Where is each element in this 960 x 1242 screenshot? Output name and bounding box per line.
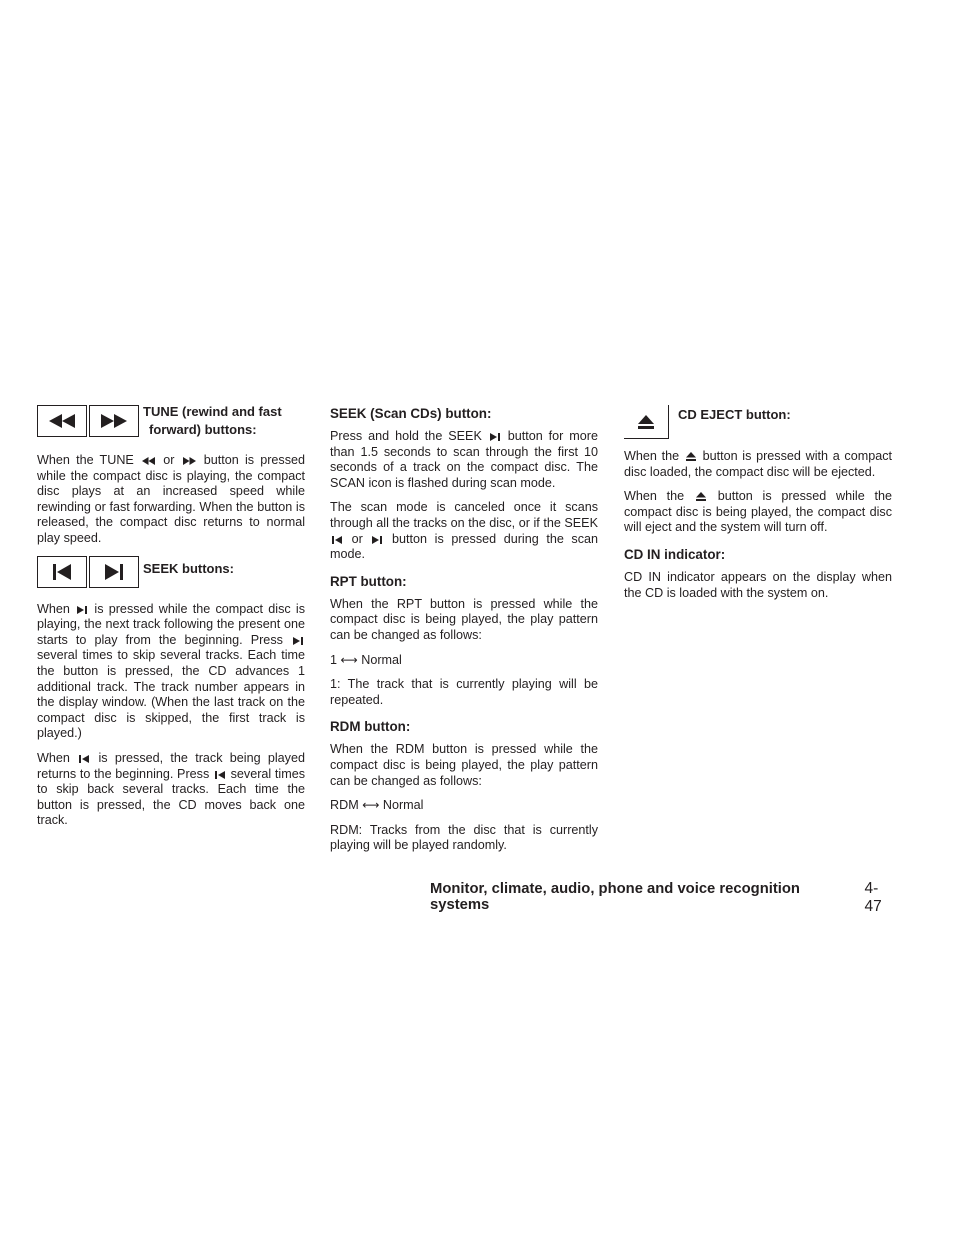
- eject-icon: [686, 452, 696, 461]
- rdm-cycle-arrow: ⟷: [362, 798, 380, 813]
- page-number: 4-47: [864, 880, 882, 915]
- fast-forward-icon: [183, 457, 196, 465]
- skip-back-button-graphic: [37, 556, 87, 588]
- rpt-paragraph-1: When the RPT button is pressed while the compact disc is being played, the play pattern can be changed as follows:: [330, 596, 598, 642]
- seek-heading-block: [37, 556, 305, 588]
- seek-p2-b: is pressed, the track being played returns to the beginning. Press: [37, 750, 305, 781]
- seek-p1-c: several times to skip several tracks. Each time the button is pressed, the CD advances 1 additional track. The track number appears in the display window. (When the last track on the compact disc is skipped, the first track is played.): [37, 648, 305, 741]
- tune-heading-block: [37, 405, 305, 437]
- column-left: [37, 405, 305, 838]
- rdm-cycle-right: Normal: [382, 798, 424, 813]
- seek-paragraph-2: [37, 751, 305, 829]
- tune-text-a: When the TUNE: [37, 453, 134, 467]
- eject-title: CD EJECT button:: [678, 407, 791, 422]
- rdm-paragraph-2: RDM: Tracks from the disc that is currently playing will be played randomly.: [330, 822, 598, 853]
- rpt-title: RPT button:: [330, 573, 407, 589]
- scan-paragraph-1: [330, 429, 598, 491]
- eject-icon: [638, 415, 654, 429]
- seek-p2-a: When: [37, 750, 70, 765]
- eject-heading-block: [624, 405, 892, 439]
- rdm-paragraph-1: When the RDM button is pressed while the compact disc is being played, the play pattern can be changed as follows:: [330, 742, 598, 788]
- scan-p2-c: button is pressed during the scan mode.: [330, 531, 599, 562]
- scan-p2-a: The scan mode is canceled once it scans through all the tracks on the disc, or if the SEEK: [330, 500, 598, 530]
- skip-back-icon: [215, 771, 225, 779]
- tune-title: [143, 403, 282, 439]
- scan-title: SEEK (Scan CDs) button:: [330, 406, 492, 421]
- tune-paragraph: [37, 453, 305, 547]
- rdm-cycle-left: RDM: [330, 798, 359, 813]
- fast-forward-icon: [101, 414, 127, 428]
- rpt-cycle-arrow: ⟷: [340, 652, 358, 667]
- skip-back-icon: [332, 536, 342, 544]
- seek-p1-b: is pressed while the compact disc is playing, the next track following the present one starts to play from the beginning. Press: [37, 601, 306, 647]
- eject-icon: [696, 492, 706, 501]
- column-right: [624, 405, 892, 610]
- scan-paragraph-2: [330, 500, 598, 562]
- tune-title-line1: TUNE (rewind and fast: [143, 404, 282, 419]
- rpt-paragraph-2: 1: The track that is currently playing will be repeated.: [330, 677, 598, 707]
- scan-p2-b: or: [351, 531, 363, 546]
- cdin-title: CD IN indicator:: [624, 546, 726, 562]
- skip-back-icon: [53, 564, 71, 580]
- eject-paragraph-2: [624, 489, 892, 536]
- column-middle: [330, 405, 598, 863]
- seek-p2-c: several times to skip back several tracks. Each time the button is pressed, the CD moves back one track.: [37, 766, 305, 828]
- footer-section-title: Monitor, climate, audio, phone and voice recognition systems: [430, 881, 800, 913]
- eject-p2-b: button is pressed while the compact disc is being played, the compact disc will eject and the system will turn off.: [624, 489, 892, 535]
- eject-p1-b: button is pressed with a compact disc loaded, the compact disc will be ejected.: [624, 449, 893, 479]
- rpt-cycle: [330, 653, 598, 669]
- rewind-icon: [49, 414, 75, 428]
- tune-title-line2: forward) buttons:: [149, 422, 257, 437]
- rewind-button-graphic: [37, 405, 87, 437]
- rdm-title: RDM button:: [330, 719, 411, 735]
- rewind-icon: [142, 457, 155, 465]
- seek-paragraph-1: [37, 602, 305, 742]
- eject-p2-a: When the: [624, 489, 685, 504]
- skip-back-icon: [79, 755, 89, 763]
- skip-forward-icon: [490, 433, 500, 441]
- rpt-cycle-right: Normal: [361, 652, 402, 667]
- cdin-paragraph: CD IN indicator appears on the display when the CD is loaded with the system on.: [624, 569, 892, 600]
- scan-p1-a: Press and hold the SEEK: [330, 429, 482, 443]
- seek-title: SEEK buttons:: [143, 560, 234, 576]
- skip-forward-icon: [372, 536, 382, 544]
- skip-forward-icon: [293, 637, 303, 645]
- fast-forward-button-graphic: [89, 405, 139, 437]
- skip-forward-icon: [105, 564, 123, 580]
- seek-p1-a: When: [37, 601, 70, 616]
- eject-paragraph-1: [624, 449, 892, 480]
- page-footer: [430, 880, 895, 916]
- skip-forward-button-graphic: [89, 556, 139, 588]
- scan-p1-b: button for more than 1.5 seconds to scan through the first 10 seconds of a track on the compact disc. The SCAN icon is flashed during scan mode.: [330, 429, 599, 490]
- tune-text-b: or: [163, 453, 175, 467]
- eject-button-graphic: [624, 405, 669, 439]
- rdm-cycle: [330, 798, 598, 814]
- eject-p1-a: When the: [624, 449, 680, 463]
- rpt-cycle-left: 1: [330, 652, 338, 667]
- skip-forward-icon: [77, 606, 87, 614]
- tune-text-c: button is pressed while the compact disc is playing, the compact disc plays at an increased speed while rewinding or fast forwarding. When the button is released, the compact disc returns to normal play speed.: [37, 453, 306, 545]
